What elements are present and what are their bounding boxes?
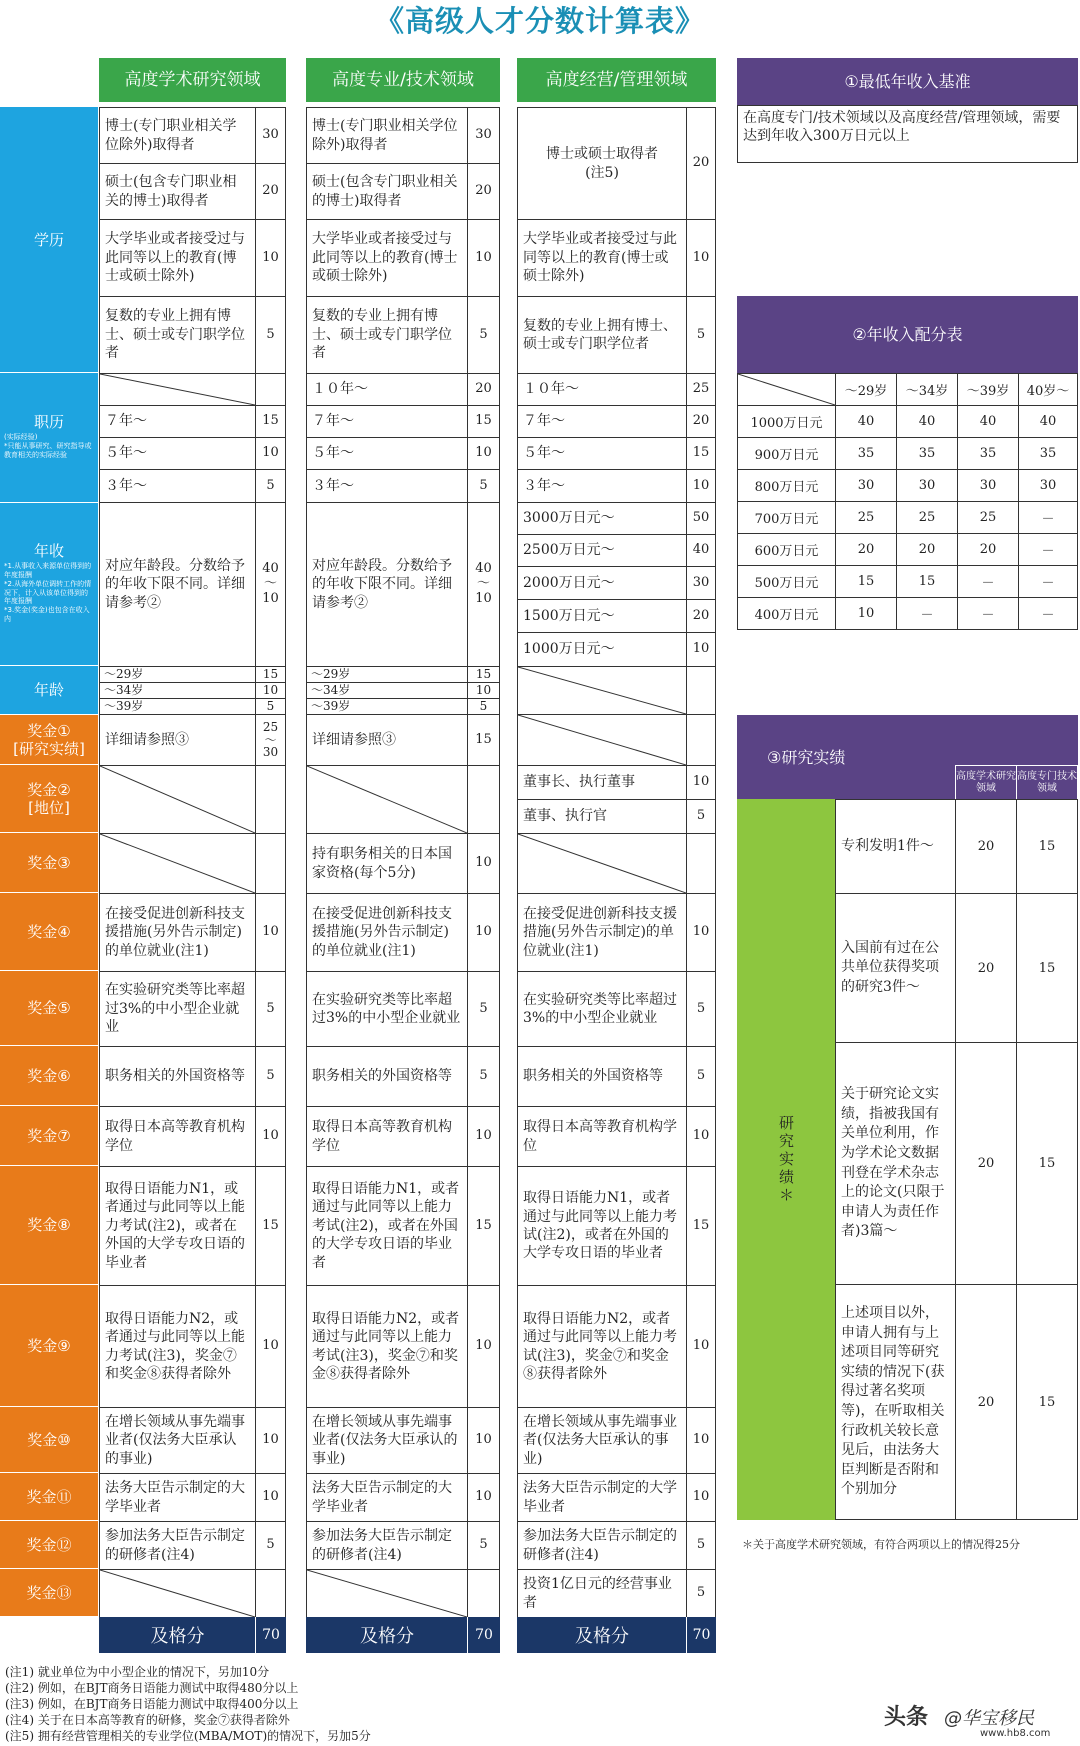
- research-row-professional-points: 15: [1016, 893, 1078, 1043]
- income-table-cell: 40: [896, 405, 958, 438]
- research-row-academic-points: 20: [955, 1284, 1017, 1520]
- research-row-academic-points: 20: [955, 893, 1017, 1043]
- income-table-row-label: 900万日元: [737, 437, 836, 470]
- watermark-url: www.hb8.com: [980, 1728, 1051, 1739]
- income-table-row-label: 700万日元: [737, 501, 836, 534]
- pro-bonus5-points: 5: [467, 971, 500, 1047]
- aca-bonus12-points: 5: [255, 1521, 286, 1570]
- min-income-title: ①最低年收入基准: [737, 58, 1078, 106]
- income-table-cell: 30: [835, 469, 897, 502]
- aca-bonus4: 在接受促进创新科技支援措施(另外告示制定)的单位就业(注1): [99, 893, 256, 972]
- biz-bonus11-points: 10: [686, 1473, 716, 1522]
- pro-career-5-points: 10: [467, 437, 500, 470]
- aca-edu-bachelor-points: 10: [255, 219, 286, 297]
- biz-bonus13-points: 5: [686, 1569, 716, 1618]
- biz-age-na: [517, 666, 687, 715]
- aca-career-na-points: [255, 373, 286, 406]
- pro-age-34: ～34岁: [306, 682, 468, 699]
- biz-income-1000: 1000万日元～: [517, 632, 687, 667]
- biz-bonus13: 投资1亿日元的经营事业者: [517, 1569, 687, 1618]
- aca-career-5-points: 10: [255, 437, 286, 470]
- income-table-cell: 40: [1018, 405, 1078, 438]
- biz-career-5: ５年～: [517, 437, 687, 470]
- pro-edu-doctor: 博士(专门职业相关学位除外)取得者: [306, 107, 468, 164]
- footnote: (注2) 例如，在BJT商务日语能力测试中取得480分以上: [5, 1681, 299, 1695]
- pro-bonus11-points: 10: [467, 1473, 500, 1522]
- research-col-professional: 高度专门技术领域: [1016, 765, 1078, 800]
- aca-age-29: ～29岁: [99, 666, 256, 683]
- aca-bonus2-points: [255, 765, 286, 834]
- biz-income-1500: 1500万日元～: [517, 599, 687, 633]
- biz-career-7-points: 20: [686, 405, 716, 438]
- aca-bonus4-points: 10: [255, 893, 286, 972]
- pro-age-29-points: 15: [467, 666, 500, 683]
- income-table-age-29: ～29岁: [835, 373, 897, 406]
- biz-income-2500-points: 40: [686, 534, 716, 567]
- income-table-cell: －: [896, 597, 958, 630]
- biz-bonus9: 取得日语能力N2，或者通过与此同等以上能力考试(注3)，奖金⑦和奖金⑧获得者除外: [517, 1285, 687, 1408]
- biz-edu-multi-points: 5: [686, 296, 716, 374]
- pro-bonus7-points: 10: [467, 1106, 500, 1167]
- pro-income-points: 40 ～ 10: [467, 502, 500, 667]
- research-row-desc: 上述项目以外，申请人拥有与上述项目同等研究实绩的情况下(获得过著名奖项等)，在听取相关行政机关较长意见后，由法务大臣判断是否附和个别加分: [835, 1284, 956, 1520]
- aca-bonus7-points: 10: [255, 1106, 286, 1167]
- biz-bonus4: 在接受促进创新科技支援措施(另外告示制定)的单位就业(注1): [517, 893, 687, 972]
- biz-bonus5-points: 5: [686, 971, 716, 1047]
- biz-bonus2-exec: 董事、执行官: [517, 799, 687, 834]
- income-table-cell: －: [1018, 533, 1078, 566]
- label-bonus-1: 奖金① [研究实绩]: [0, 715, 98, 765]
- label-age-text: 年龄: [33, 681, 64, 699]
- aca-edu-multi: 复数的专业上拥有博士、硕士或专门职学位者: [99, 296, 256, 374]
- biz-bonus1-points: [686, 714, 716, 766]
- label-income-sub: *1.从事收入来源单位得到的年度报酬 *2.从海外单位调转工作的情况下，计入从该单位得到的年度报酬 *3.奖金(奖金)也包含在收入内: [4, 562, 92, 623]
- income-table-cell: －: [1018, 597, 1078, 630]
- aca-bonus10: 在增长领域从事先端事业者(仅法务大臣承认的事业): [99, 1407, 256, 1474]
- pro-career-10-points: 20: [467, 373, 500, 406]
- biz-bonus8-points: 15: [686, 1166, 716, 1286]
- label-bonus-9: 奖金⑨: [0, 1285, 98, 1407]
- biz-bonus9-points: 10: [686, 1285, 716, 1408]
- biz-career-3-points: 10: [686, 469, 716, 503]
- aca-bonus11-points: 10: [255, 1473, 286, 1522]
- label-bonus-4: 奖金④: [0, 893, 98, 971]
- pro-career-5: ５年～: [306, 437, 468, 470]
- aca-bonus13-na: [99, 1569, 256, 1618]
- aca-bonus12: 参加法务大臣告示制定的研修者(注4): [99, 1521, 256, 1570]
- aca-bonus1: 详细请参照③: [99, 714, 256, 766]
- aca-age-39: ～39岁: [99, 698, 256, 715]
- aca-edu-doctor-points: 30: [255, 107, 286, 164]
- biz-age-points: [686, 666, 716, 715]
- aca-edu-multi-points: 5: [255, 296, 286, 374]
- pro-bonus8: 取得日语能力N1，或者通过与此同等以上能力考试(注2)，或者在外国的大学专攻日语的毕业者: [306, 1166, 468, 1286]
- label-bonus-10: 奖金⑩: [0, 1407, 98, 1473]
- header-business: 高度经营/管理领域: [517, 58, 716, 102]
- biz-bonus7-points: 10: [686, 1106, 716, 1167]
- income-table-cell: 35: [957, 437, 1019, 470]
- aca-bonus2-na: [99, 765, 256, 834]
- income-table-cell: 35: [1018, 437, 1078, 470]
- biz-bonus3-points: [686, 833, 716, 894]
- biz-bonus5: 在实验研究类等比率超过3%的中小型企业就业: [517, 971, 687, 1047]
- header-academic: 高度学术研究领域: [99, 58, 286, 102]
- pro-bonus12: 参加法务大臣告示制定的研修者(注4): [306, 1521, 468, 1570]
- aca-edu-doctor: 博士(专门职业相关学位除外)取得者: [99, 107, 256, 164]
- income-table-cell: 25: [957, 501, 1019, 534]
- aca-career-3: ３年～: [99, 469, 256, 503]
- aca-bonus8: 取得日语能力N1，或者通过与此同等以上能力考试(注2)，或者在外国的大学专攻日语的毕业者: [99, 1166, 256, 1286]
- income-table-row-label: 500万日元: [737, 565, 836, 598]
- pro-bonus7: 取得日本高等教育机构学位: [306, 1106, 468, 1167]
- pro-edu-master-points: 20: [467, 163, 500, 220]
- biz-career-5-points: 15: [686, 437, 716, 470]
- pro-age-29: ～29岁: [306, 666, 468, 683]
- biz-bonus3-na: [517, 833, 687, 894]
- pro-bonus12-points: 5: [467, 1521, 500, 1570]
- aca-bonus5: 在实验研究类等比率超过3%的中小型企业就业: [99, 971, 256, 1047]
- income-table-row-label: 600万日元: [737, 533, 836, 566]
- pro-bonus5: 在实验研究类等比率超过3%的中小型企业就业: [306, 971, 468, 1047]
- aca-bonus9: 取得日语能力N2，或者通过与此同等以上能力考试(注3)，奖金⑦和奖金⑧获得者除外: [99, 1285, 256, 1408]
- research-note: ＊关于高度学术研究领域，有符合两项以上的情况得25分: [742, 1538, 1020, 1551]
- pro-bonus4: 在接受促进创新科技支援措施(另外告示制定)的单位就业(注1): [306, 893, 468, 972]
- aca-bonus1-points: 25 ～ 30: [255, 714, 286, 766]
- aca-income-points: 40 ～ 10: [255, 502, 286, 667]
- biz-income-2000: 2000万日元～: [517, 566, 687, 600]
- footnote: (注4) 关于在日本高等教育的研修，奖金⑦获得者除外: [5, 1713, 290, 1727]
- pro-bonus11: 法务大臣告示制定的大学毕业者: [306, 1473, 468, 1522]
- biz-career-10: １０年～: [517, 373, 687, 406]
- aca-career-na: [99, 373, 256, 406]
- pro-age-34-points: 10: [467, 682, 500, 699]
- aca-edu-bachelor: 大学毕业或者接受过与此同等以上的教育(博士或硕士除外): [99, 219, 256, 297]
- pro-career-7-points: 15: [467, 405, 500, 438]
- label-bonus-5: 奖金⑤: [0, 971, 98, 1046]
- income-table-age-34: ～34岁: [896, 373, 958, 406]
- income-table-row-label: 1000万日元: [737, 405, 836, 438]
- income-table-cell: 20: [896, 533, 958, 566]
- biz-bonus11: 法务大臣告示制定的大学毕业者: [517, 1473, 687, 1522]
- biz-bonus6-points: 5: [686, 1046, 716, 1107]
- aca-age-29-points: 15: [255, 666, 286, 683]
- pro-edu-master: 硕士(包含专门职业相关的博士)取得者: [306, 163, 468, 220]
- pro-bonus1-points: 15: [467, 714, 500, 766]
- pro-edu-bachelor: 大学毕业或者接受过与此同等以上的教育(博士或硕士除外): [306, 219, 468, 297]
- income-table-row-label: 800万日元: [737, 469, 836, 502]
- label-career-sub: (实际经验) *只能从事研究、研究指导或教育相关的实际经验: [4, 433, 92, 459]
- page-title: 《高级人才分数计算表》: [374, 4, 705, 38]
- biz-bonus7: 取得日本高等教育机构学位: [517, 1106, 687, 1167]
- research-row-professional-points: 15: [1016, 1042, 1078, 1285]
- biz-edu-multi: 复数的专业上拥有博士、硕士或专门职学位者: [517, 296, 687, 374]
- aca-bonus9-points: 10: [255, 1285, 286, 1408]
- biz-pass-score: 70: [686, 1617, 716, 1653]
- aca-bonus5-points: 5: [255, 971, 286, 1047]
- biz-bonus2-chair: 董事长、执行董事: [517, 765, 687, 800]
- label-bonus-6: 奖金⑥: [0, 1046, 98, 1106]
- pro-pass-label: 及格分: [306, 1617, 468, 1653]
- pro-bonus10-points: 10: [467, 1407, 500, 1474]
- pro-pass-score: 70: [467, 1617, 500, 1653]
- aca-age-39-points: 5: [255, 698, 286, 715]
- label-education: [0, 107, 98, 373]
- pro-edu-doctor-points: 30: [467, 107, 500, 164]
- income-table-cell: 25: [896, 501, 958, 534]
- label-income: [0, 503, 98, 666]
- pro-bonus6: 职务相关的外国资格等: [306, 1046, 468, 1107]
- label-bonus-12: 奖金⑫: [0, 1521, 98, 1569]
- aca-pass-score: 70: [255, 1617, 286, 1653]
- aca-bonus8-points: 15: [255, 1166, 286, 1286]
- income-table-cell: －: [1018, 501, 1078, 534]
- biz-bonus12: 参加法务大臣告示制定的研修者(注4): [517, 1521, 687, 1570]
- biz-income-1000-points: 10: [686, 632, 716, 667]
- research-row-desc: 专利发明1件～: [835, 799, 956, 894]
- pro-bonus1: 详细请参照③: [306, 714, 468, 766]
- income-table-age-39: ～39岁: [957, 373, 1019, 406]
- income-table-cell: －: [957, 565, 1019, 598]
- aca-edu-master-points: 20: [255, 163, 286, 220]
- footnote: (注5) 拥有经营管理相关的专业学位(MBA/MOT)的情况下，另加5分: [5, 1729, 371, 1743]
- income-table-cell: 40: [957, 405, 1019, 438]
- income-table-cell: 20: [835, 533, 897, 566]
- research-row-academic-points: 20: [955, 1042, 1017, 1285]
- pro-career-7: ７年～: [306, 405, 468, 438]
- income-table-cell: 30: [957, 469, 1019, 502]
- pro-bonus8-points: 15: [467, 1166, 500, 1286]
- footnote: (注1) 就业单位为中小型企业的情况下，另加10分: [5, 1665, 270, 1679]
- aca-income-desc: 对应年龄段。分数给予的年收下限不同。详细请参考②: [99, 502, 256, 667]
- aca-age-34: ～34岁: [99, 682, 256, 699]
- label-education-text: 学历: [33, 230, 64, 249]
- biz-bonus10: 在增长领域从事先端事业者(仅法务大臣承认的事业): [517, 1407, 687, 1474]
- aca-bonus6: 职务相关的外国资格等: [99, 1046, 256, 1107]
- aca-career-5: ５年～: [99, 437, 256, 470]
- pro-edu-multi-points: 5: [467, 296, 500, 374]
- biz-bonus6: 职务相关的外国资格等: [517, 1046, 687, 1107]
- aca-bonus6-points: 5: [255, 1046, 286, 1107]
- aca-bonus10-points: 10: [255, 1407, 286, 1474]
- pro-edu-bachelor-points: 10: [467, 219, 500, 297]
- label-income-text: 年收: [33, 542, 64, 561]
- aca-edu-master: 硕士(包含专门职业相关的博士)取得者: [99, 163, 256, 220]
- research-row-desc: 入国前有过在公共单位获得奖项的研究3件～: [835, 893, 956, 1043]
- biz-income-3000-points: 50: [686, 502, 716, 535]
- biz-income-2000-points: 30: [686, 566, 716, 600]
- income-table-cell: －: [1018, 565, 1078, 598]
- aca-bonus3-na: [99, 833, 256, 894]
- pro-bonus4-points: 10: [467, 893, 500, 972]
- biz-bonus10-points: 10: [686, 1407, 716, 1474]
- label-bonus-13: 奖金⑬: [0, 1569, 98, 1617]
- research-row-academic-points: 20: [955, 799, 1017, 894]
- income-table-cell: 35: [896, 437, 958, 470]
- research-row-professional-points: 15: [1016, 799, 1078, 894]
- biz-pass-label: 及格分: [517, 1617, 687, 1653]
- income-table-corner: [737, 373, 836, 406]
- label-bonus-7: 奖金⑦: [0, 1106, 98, 1166]
- research-col-academic: 高度学术研究领域: [955, 765, 1017, 800]
- min-income-text: 在高度专门/技术领域以及高度经营/管理领域，需要达到年收入300万日元以上: [737, 105, 1078, 163]
- label-bonus-3: 奖金③: [0, 833, 98, 893]
- income-table-cell: 15: [835, 565, 897, 598]
- pro-career-3: ３年～: [306, 469, 468, 503]
- biz-career-10-points: 25: [686, 373, 716, 406]
- income-table-age-40: 40岁～: [1018, 373, 1078, 406]
- pro-bonus10: 在增长领域从事先端事业者(仅法务大臣承认的事业): [306, 1407, 468, 1474]
- income-table-cell: 15: [896, 565, 958, 598]
- pro-bonus13-na: [306, 1569, 468, 1618]
- pro-income-desc: 对应年龄段。分数给予的年收下限不同。详细请参考②: [306, 502, 468, 667]
- research-side-text: 研究实绩＊: [777, 1114, 795, 1205]
- aca-career-7-points: 15: [255, 405, 286, 438]
- income-table-cell: 35: [835, 437, 897, 470]
- aca-age-34-points: 10: [255, 682, 286, 699]
- income-table-cell: 25: [835, 501, 897, 534]
- biz-bonus8: 取得日语能力N1，或者通过与此同等以上能力考试(注2)，或者在外国的大学专攻日语的毕业者: [517, 1166, 687, 1286]
- research-title: ③研究实绩: [767, 748, 846, 767]
- label-age: [0, 666, 98, 715]
- biz-bonus1-na: [517, 714, 687, 766]
- pro-bonus3: 持有职务相关的日本国家资格(每个5分): [306, 833, 468, 894]
- research-row-professional-points: 15: [1016, 1284, 1078, 1520]
- pro-bonus9-points: 10: [467, 1285, 500, 1408]
- pro-age-39-points: 5: [467, 698, 500, 715]
- biz-edu-doctor-master: 博士或硕士取得者 (注5): [517, 107, 687, 220]
- biz-income-3000: 3000万日元～: [517, 502, 687, 535]
- income-table-title: ②年收入配分表: [737, 296, 1078, 374]
- biz-bonus4-points: 10: [686, 893, 716, 972]
- pro-career-3-points: 5: [467, 469, 500, 503]
- aca-bonus7: 取得日本高等教育机构学位: [99, 1106, 256, 1167]
- pro-age-39: ～39岁: [306, 698, 468, 715]
- biz-career-7: ７年～: [517, 405, 687, 438]
- pro-bonus2-points: [467, 765, 500, 834]
- label-career: [0, 373, 98, 503]
- income-table-cell: 30: [896, 469, 958, 502]
- biz-career-3: ３年～: [517, 469, 687, 503]
- aca-career-7: ７年～: [99, 405, 256, 438]
- research-row-desc: 关于研究论文实绩，指被我国有关单位利用，作为学术论文数据刊登在学术杂志上的论文(只限于申请人为责任作者)3篇～: [835, 1042, 956, 1285]
- income-table-cell: 40: [835, 405, 897, 438]
- watermark-brand: 头条: [884, 1705, 929, 1730]
- income-table-cell: 10: [835, 597, 897, 630]
- pro-bonus9: 取得日语能力N2，或者通过与此同等以上能力考试(注3)，奖金⑦和奖金⑧获得者除外: [306, 1285, 468, 1408]
- research-side-label: [737, 799, 836, 1520]
- pro-career-10: １０年～: [306, 373, 468, 406]
- biz-income-1500-points: 20: [686, 599, 716, 633]
- aca-bonus3-points: [255, 833, 286, 894]
- biz-edu-bachelor-points: 10: [686, 219, 716, 297]
- watermark-handle: @华宝移民: [944, 1708, 1034, 1729]
- pro-edu-multi: 复数的专业上拥有博士、硕士或专门职学位者: [306, 296, 468, 374]
- label-bonus-8: 奖金⑧: [0, 1166, 98, 1285]
- footnote: (注3) 例如，在BJT商务日语能力测试中取得400分以上: [5, 1697, 299, 1711]
- aca-pass-label: 及格分: [99, 1617, 256, 1653]
- income-table-cell: －: [957, 597, 1019, 630]
- pro-bonus2-na: [306, 765, 468, 834]
- aca-bonus11: 法务大臣告示制定的大学毕业者: [99, 1473, 256, 1522]
- pro-bonus13-points: [467, 1569, 500, 1618]
- biz-bonus2-chair-points: 10: [686, 765, 716, 800]
- biz-edu-doctor-master-points: 20: [686, 107, 716, 220]
- pro-bonus3-points: 10: [467, 833, 500, 894]
- aca-career-3-points: 5: [255, 469, 286, 503]
- income-table-cell: 30: [1018, 469, 1078, 502]
- pro-bonus6-points: 5: [467, 1046, 500, 1107]
- aca-bonus13-points: [255, 1569, 286, 1618]
- biz-edu-bachelor: 大学毕业或者接受过与此同等以上的教育(博士或硕士除外): [517, 219, 687, 297]
- biz-bonus12-points: 5: [686, 1521, 716, 1570]
- label-bonus-11: 奖金⑪: [0, 1473, 98, 1521]
- header-professional: 高度专业/技术领域: [306, 58, 500, 102]
- label-bonus-2: 奖金② [地位]: [0, 765, 98, 833]
- biz-income-2500: 2500万日元～: [517, 534, 687, 567]
- biz-bonus2-exec-points: 5: [686, 799, 716, 834]
- label-career-text: 职历: [33, 413, 64, 432]
- income-table-row-label: 400万日元: [737, 597, 836, 630]
- income-table-cell: 20: [957, 533, 1019, 566]
